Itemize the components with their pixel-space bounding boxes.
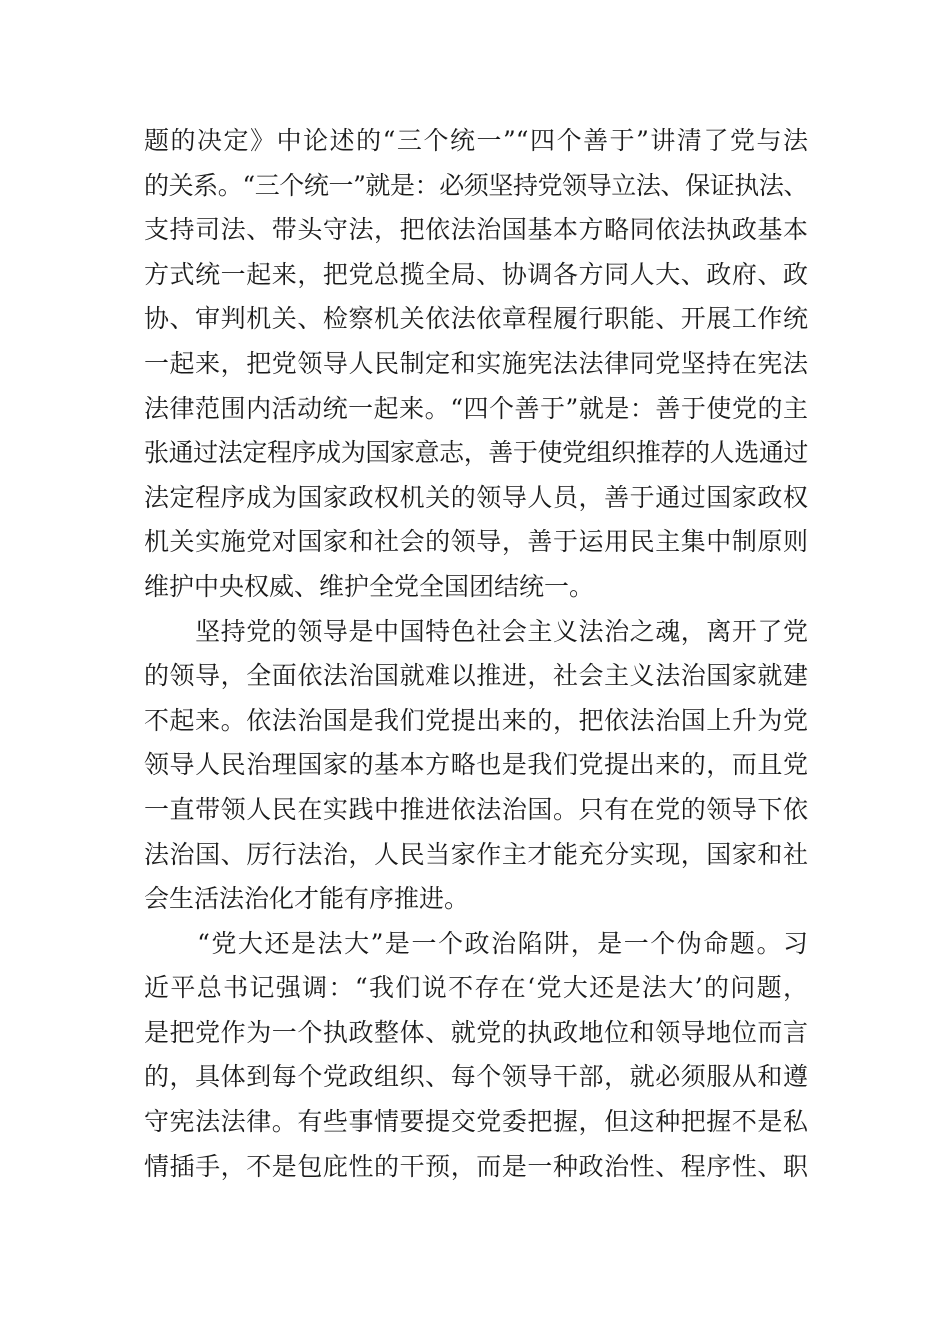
text-line: 机关实施党对国家和社会的领导，善于运用民主集中制原则	[144, 527, 808, 557]
text-line: 的，具体到每个党政组织、每个领导干部，就必须服从和遵	[144, 1062, 808, 1092]
text-line: 的关系。“三个统一”就是：必须坚持党领导立法、保证执法、	[144, 170, 808, 200]
text-line: 法治国、厉行法治，人民当家作主才能充分实现，国家和社	[144, 839, 808, 869]
text-line: 一直带领人民在实践中推进依法治国。只有在党的领导下依	[144, 794, 808, 824]
paragraph-start-line: 坚持党的领导是中国特色社会主义法治之魂，离开了党	[144, 616, 808, 646]
body-text	[144, 119, 808, 1189]
text-line: 守宪法法律。有些事情要提交党委把握，但这种把握不是私	[144, 1107, 808, 1137]
text-line: 协、审判机关、检察机关依法依章程履行职能、开展工作统	[144, 304, 808, 334]
text-line: 一起来，把党领导人民制定和实施宪法法律同党坚持在宪法	[144, 348, 808, 378]
text-line: 情插手，不是包庇性的干预，而是一种政治性、程序性、职	[144, 1151, 808, 1181]
text-line: 近平总书记强调：“我们说不存在‘党大还是法大’的问题，	[144, 973, 808, 1003]
text-line: 是把党作为一个执政整体、就党的执政地位和领导地位而言	[144, 1017, 808, 1047]
text-line: 支持司法、带头守法，把依法治国基本方略同依法执政基本	[144, 215, 808, 245]
text-line: 的领导，全面依法治国就难以推进，社会主义法治国家就建	[144, 661, 808, 691]
text-line: 方式统一起来，把党总揽全局、协调各方同人大、政府、政	[144, 259, 808, 289]
paragraph-end-line: 维护中央权威、维护全党全国团结统一。	[144, 571, 595, 601]
text-line: 领导人民治理国家的基本方略也是我们党提出来的，而且党	[144, 750, 808, 780]
text-line: 不起来。依法治国是我们党提出来的，把依法治国上升为党	[144, 705, 808, 735]
text-line: 题的决定》中论述的“三个统一”“四个善于”讲清了党与法	[144, 126, 808, 155]
text-line: 法律范围内活动统一起来。“四个善于”就是：善于使党的主	[144, 393, 808, 423]
paragraph-end-line: 会生活法治化才能有序推进。	[144, 884, 470, 914]
text-line: 法定程序成为国家政权机关的领导人员，善于通过国家政权	[144, 482, 808, 512]
text-line: 张通过法定程序成为国家意志，善于使党组织推荐的人选通过	[144, 438, 809, 468]
paragraph-start-line: “党大还是法大”是一个政治陷阱，是一个伪命题。习	[144, 928, 808, 958]
